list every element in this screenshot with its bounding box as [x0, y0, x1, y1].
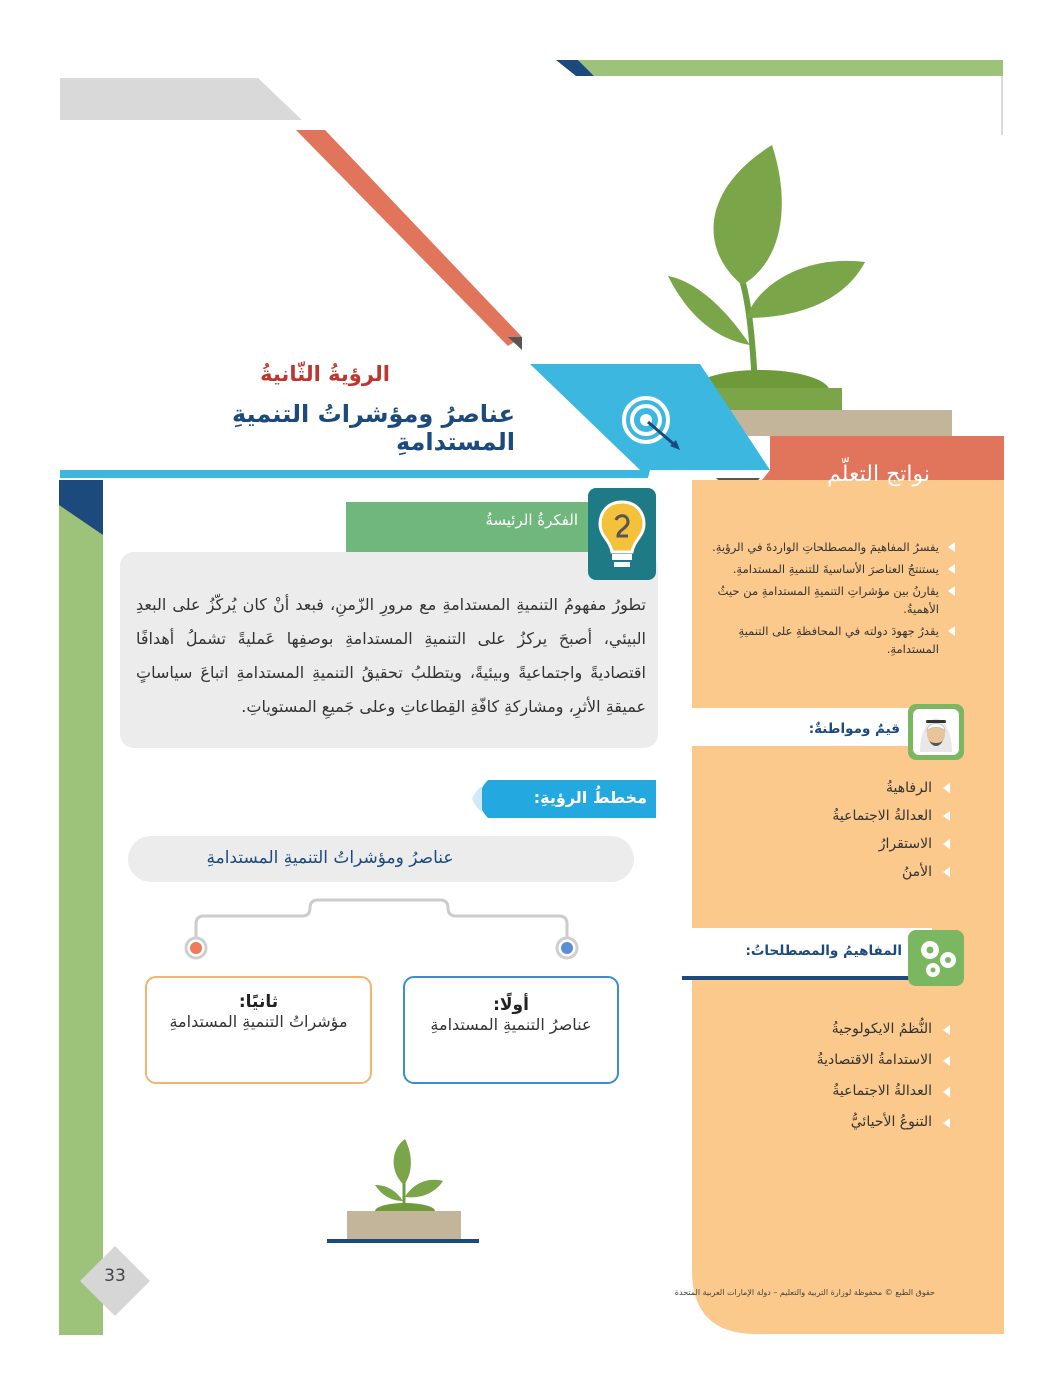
- plan-label: مخططُ الرؤيةِ:: [533, 788, 647, 807]
- page-title: عناصرُ ومؤشراتُ التنميةِ المستدامةِ: [231, 400, 515, 456]
- list-item: التنوعُ الأحيائيُّ: [760, 1107, 950, 1138]
- bullet-triangle-icon: [943, 811, 950, 821]
- vision-label: الرؤيةُ الثّانيةُ: [260, 362, 390, 386]
- list-item: العدالةُ الاجتماعيةُ: [760, 1076, 950, 1107]
- diagram-connector: [196, 900, 567, 948]
- small-plant-icon: [325, 1135, 483, 1247]
- page-number: 33: [104, 1266, 126, 1286]
- list-item: يفسرُ المفاهيمَ والمصطلحاتِ الواردةَ في الرؤيةِ.: [705, 538, 955, 556]
- bullet-triangle-icon: [948, 542, 955, 552]
- bullet-triangle-icon: [948, 626, 955, 636]
- bullet-triangle-icon: [943, 839, 950, 849]
- bullet-triangle-icon: [943, 1118, 950, 1128]
- citizen-avatar-icon: [908, 704, 964, 760]
- first-element-box: [404, 995, 618, 1034]
- lightbulb-icon: [596, 496, 648, 576]
- footer-copyright: حقوق الطبع © محفوظة لوزارة التربية والتعليم – دولة الإمارات العربية المتحدة: [674, 1288, 935, 1297]
- list-item: يقارنُ بين مؤشراتِ التنميةِ المستدامةِ من حيثُ الأهميةُ.: [705, 582, 955, 618]
- concepts-title: المفاهيمُ والمصطلحاتُ:: [745, 943, 902, 959]
- list-item: الاستدامةُ الاقتصاديةُ: [760, 1045, 950, 1076]
- diagram-title: عناصرُ ومؤشراتُ التنميةِ المستدامةِ: [206, 848, 454, 868]
- learning-outcomes-list: [705, 538, 955, 662]
- first-box-text: عناصرُ التنميةِ المستدامةِ: [430, 1015, 592, 1034]
- left-margin-decoration: [0, 470, 110, 1340]
- bullet-triangle-icon: [943, 867, 950, 877]
- values-list: [760, 774, 950, 886]
- bullet-triangle-icon: [948, 564, 955, 574]
- list-item: العدالةُ الاجتماعيةُ: [760, 802, 950, 830]
- second-box-heading: ثانيًا:: [238, 992, 279, 1012]
- main-idea-label: الفكرةُ الرئيسةُ: [485, 511, 578, 529]
- first-box-heading: أولًا:: [493, 995, 529, 1015]
- target-icon: [618, 388, 682, 452]
- values-title: قيمٌ ومواطنةٌ:: [808, 721, 900, 737]
- bullet-triangle-icon: [943, 1087, 950, 1097]
- second-box-text: مؤشراتُ التنميةِ المستدامةِ: [169, 1012, 348, 1031]
- learning-outcomes-title: نواتج التعلّم: [827, 462, 930, 487]
- list-item: النُّظمُ الايكولوجيةُ: [760, 1014, 950, 1045]
- concepts-list: [760, 1014, 950, 1138]
- blue-node-icon: [561, 942, 573, 954]
- blue-title-underline: [60, 470, 650, 478]
- top-green-stripe: [578, 60, 1003, 76]
- bullet-triangle-icon: [943, 783, 950, 793]
- list-item: يستنتجُ العناصرَ الأساسيةَ للتنميةِ المستدامةِ.: [705, 560, 955, 578]
- grey-header-band: [60, 78, 302, 120]
- second-indicators-box: [146, 992, 371, 1031]
- bullet-triangle-icon: [943, 1025, 950, 1035]
- list-item: الرفاهيةُ: [760, 774, 950, 802]
- main-idea-text: تطورُ مفهومُ التنميةِ المستدامةِ مع مرورِ الزّمنِ، فبعد أنْ كان يُركّزُ على البعدِ البيئي، أصبحَ يركزُ على التنميةِ المستدامةِ بوصفِها عَمليةً تشملُ أهدافًا اقتصاديةً واجتماعيةً وبيئيةً، ويتطلبُ تحقيقُ التنميةِ المستدامةِ اتباعَ سياساتٍ عميقةِ الأثرِ، ومشاركةِ كافّةِ القِطاعاتِ وعلى جَميعِ المستوياتِ.: [136, 595, 646, 716]
- orange-node-icon: [190, 942, 202, 954]
- bullet-triangle-icon: [948, 586, 955, 596]
- coral-diagonal-stripe: [296, 130, 522, 346]
- list-item: الاستقرارُ: [760, 830, 950, 858]
- list-item: الأمنُ: [760, 858, 950, 886]
- plan-diagram: [126, 836, 638, 1096]
- bullet-triangle-icon: [943, 1056, 950, 1066]
- list-item: يقدرُ جهودَ دولته في المحافظةِ على التنميةِ المستدامةِ.: [705, 622, 955, 658]
